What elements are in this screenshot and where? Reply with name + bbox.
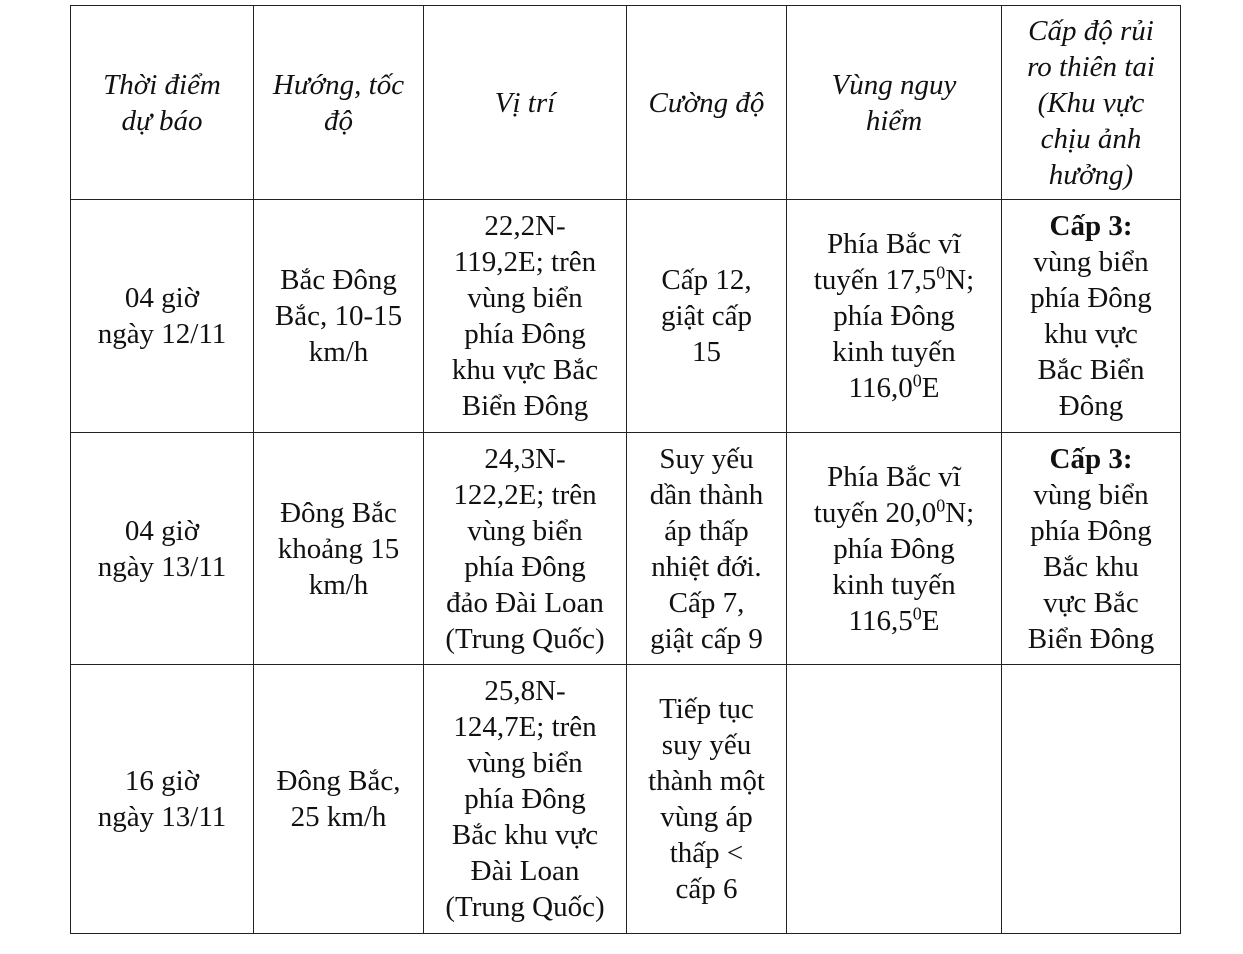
cell-risk-level-empty xyxy=(1002,665,1181,934)
table-row xyxy=(71,433,1181,665)
cell-intensity: Tiếp tục suy yếu thành một vùng áp thấp < cấp 6 xyxy=(627,665,787,934)
cell-risk-level: Cấp 3: vùng biển phía Đông khu vực Bắc Biển Đông xyxy=(1002,200,1181,433)
header-time: Thời điểm dự báo xyxy=(71,6,254,200)
cell-intensity: Cấp 12, giật cấp 15 xyxy=(627,200,787,433)
header-direction: Hướng, tốc độ xyxy=(254,6,424,200)
cell-time: 16 giờ ngày 13/11 xyxy=(71,665,254,934)
cell-position: 25,8N- 124,7E; trên vùng biển phía Đông Bắc khu vực Đài Loan (Trung Quốc) xyxy=(424,665,627,934)
cell-danger-zone: Phía Bắc vĩ tuyến 17,5$^0$N; phía Đông kinh tuyến 116,0$^0$E xyxy=(787,200,1002,433)
table-row xyxy=(71,665,1181,934)
header-intensity: Cường độ xyxy=(627,6,787,200)
cell-direction: Đông Bắc, 25 km/h xyxy=(254,665,424,934)
forecast-table xyxy=(70,5,1181,934)
header-danger-zone: Vùng nguy hiểm xyxy=(787,6,1002,200)
cell-danger-zone-empty xyxy=(787,665,1002,934)
cell-direction: Bắc Đông Bắc, 10-15 km/h xyxy=(254,200,424,433)
cell-position: 22,2N- 119,2E; trên vùng biển phía Đông khu vực Bắc Biển Đông xyxy=(424,200,627,433)
cell-risk-level: Cấp 3: vùng biển phía Đông Bắc khu vực Bắc Biển Đông xyxy=(1002,433,1181,665)
risk-level-label: Cấp 3: xyxy=(1049,442,1133,475)
risk-level-label: Cấp 3: xyxy=(1049,210,1133,242)
header-position: Vị trí xyxy=(424,6,627,200)
cell-direction: Đông Bắc khoảng 15 km/h xyxy=(254,433,424,665)
cell-time: 04 giờ ngày 12/11 xyxy=(71,200,254,433)
table-row xyxy=(71,200,1181,433)
header-risk-level: Cấp độ rủi ro thiên tai (Khu vực chịu ảnh hưởng) xyxy=(1002,6,1181,200)
cell-intensity: Suy yếu dần thành áp thấp nhiệt đới. Cấp 7, giật cấp 9 xyxy=(627,433,787,665)
cell-time: 04 giờ ngày 13/11 xyxy=(71,433,254,665)
cell-danger-zone: Phía Bắc vĩ tuyến 20,0$^0$N; phía Đông kinh tuyến 116,5$^0$E xyxy=(787,433,1002,665)
cell-position: 24,3N- 122,2E; trên vùng biển phía Đông đảo Đài Loan (Trung Quốc) xyxy=(424,433,627,665)
header-row xyxy=(71,6,1181,200)
